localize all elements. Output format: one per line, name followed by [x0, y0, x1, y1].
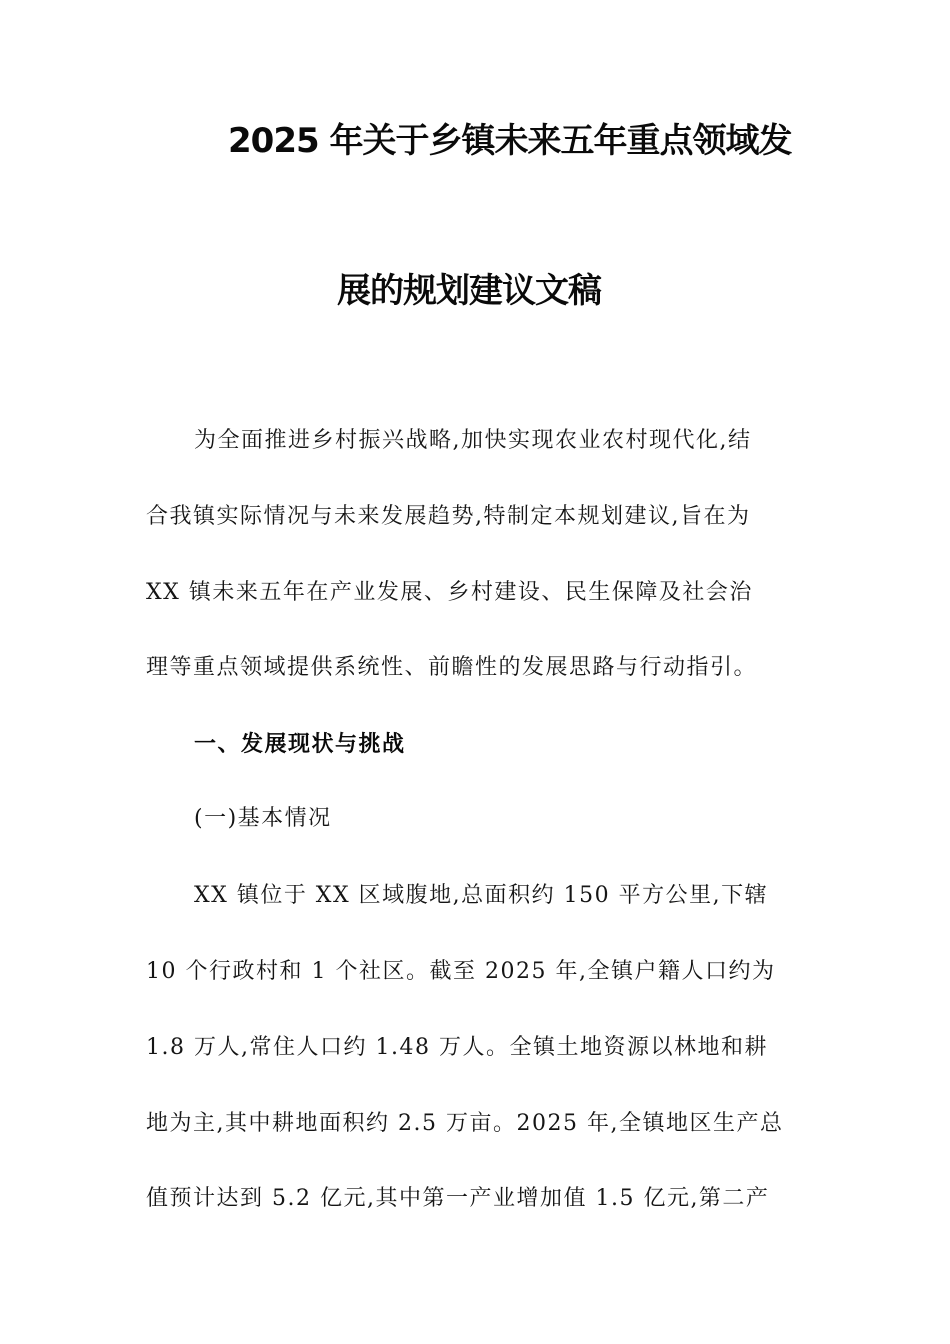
- basic-info-paragraph-line: 地为主,其中耕地面积约 2.5 万亩。2025 年,全镇地区生产总: [146, 1111, 784, 1136]
- intro-paragraph-line: 合我镇实际情况与未来发展趋势,特制定本规划建议,旨在为: [146, 504, 751, 529]
- basic-info-paragraph-line: 1.8 万人,常住人口约 1.48 万人。全镇土地资源以林地和耕: [146, 1035, 768, 1060]
- document-title-line-2: 展的规划建议文稿: [337, 271, 601, 311]
- basic-info-paragraph-line: 值预计达到 5.2 亿元,其中第一产业增加值 1.5 亿元,第二产: [146, 1186, 770, 1211]
- document-title-line-1: 2025 年关于乡镇未来五年重点领域发: [228, 121, 792, 161]
- intro-paragraph-line: XX 镇未来五年在产业发展、乡村建设、民生保障及社会治: [146, 580, 753, 605]
- section-heading: 一、发展现状与挑战: [194, 731, 406, 757]
- intro-paragraph-line: 理等重点领域提供系统性、前瞻性的发展思路与行动指引。: [146, 655, 758, 680]
- intro-paragraph-line: 为全面推进乡村振兴战略,加快实现农业农村现代化,结: [194, 428, 752, 453]
- basic-info-paragraph-line: XX 镇位于 XX 区域腹地,总面积约 150 平方公里,下辖: [194, 883, 769, 908]
- subsection-heading: (一)基本情况: [194, 806, 332, 831]
- basic-info-paragraph-line: 10 个行政村和 1 个社区。截至 2025 年,全镇户籍人口约为: [146, 959, 776, 984]
